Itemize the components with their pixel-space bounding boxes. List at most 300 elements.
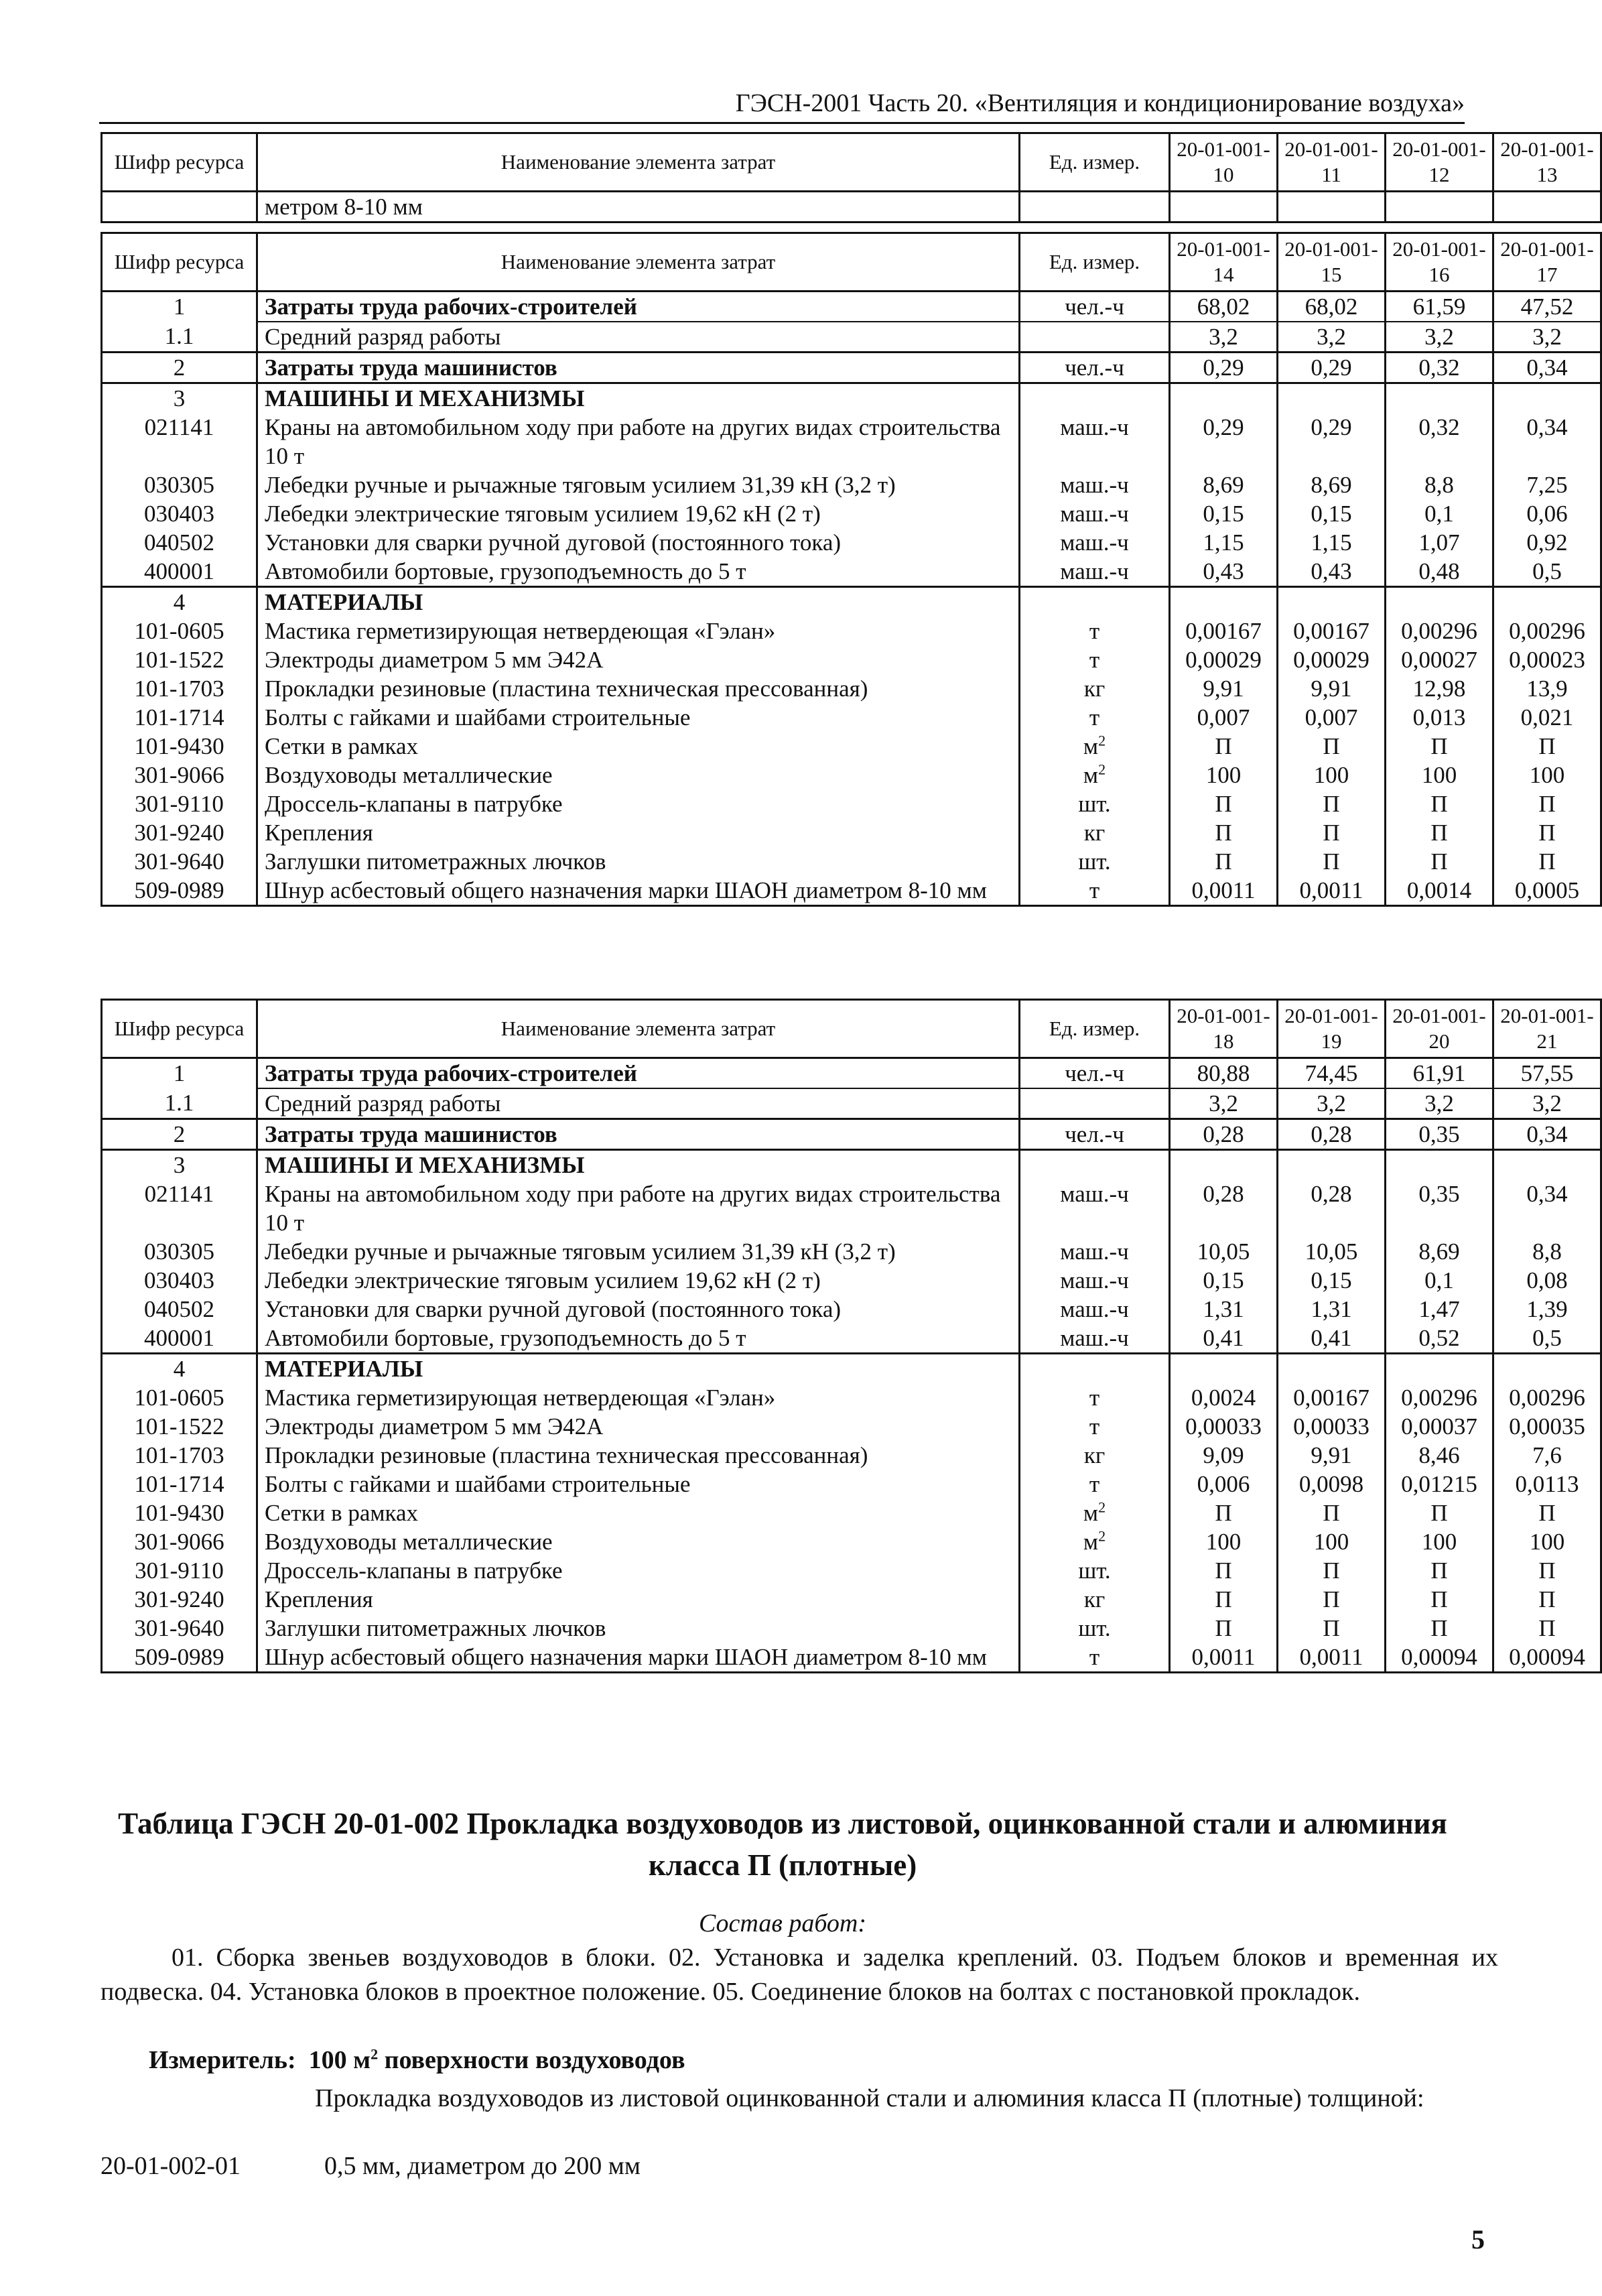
unit-text: м bbox=[1083, 733, 1099, 759]
resource-value bbox=[1386, 587, 1493, 617]
resource-value: П bbox=[1386, 1585, 1493, 1614]
resource-value: 0,28 bbox=[1278, 1179, 1386, 1237]
table-row bbox=[102, 1295, 1601, 1324]
col-header-norm: 20-01-001-12 bbox=[1386, 133, 1493, 192]
resource-unit bbox=[1020, 674, 1170, 703]
resource-value: 9,09 bbox=[1170, 1441, 1278, 1470]
resource-value: 0,013 bbox=[1386, 703, 1493, 732]
unit-text: маш.-ч bbox=[1060, 1325, 1129, 1351]
unit-text: м bbox=[1083, 762, 1099, 788]
resource-value: 0,007 bbox=[1170, 703, 1278, 732]
resource-value bbox=[1278, 1354, 1386, 1384]
resource-value: 0,52 bbox=[1386, 1324, 1493, 1354]
resource-name: Краны на автомобильном ходу при работе на других видах строительства 10 т bbox=[257, 413, 1020, 470]
table-row bbox=[102, 1150, 1601, 1180]
resource-name: Лебедки электрические тяговым усилием 19,62 кН (2 т) bbox=[257, 499, 1020, 528]
resource-value: 0,15 bbox=[1278, 499, 1386, 528]
resource-unit bbox=[1020, 1324, 1170, 1354]
resource-unit bbox=[1020, 322, 1170, 353]
resource-value: 8,69 bbox=[1386, 1237, 1493, 1266]
resource-value: 0,0011 bbox=[1278, 1643, 1386, 1673]
resource-name: Установки для сварки ручной дуговой (постоянного тока) bbox=[257, 1295, 1020, 1324]
resource-name: Электроды диаметром 5 мм Э42А bbox=[257, 645, 1020, 674]
resource-value: 0,00296 bbox=[1386, 617, 1493, 645]
resource-name: Прокладки резиновые (пластина техническая прессованная) bbox=[257, 674, 1020, 703]
resource-code: 101-0605 bbox=[102, 617, 257, 645]
resource-value: 10,05 bbox=[1170, 1237, 1278, 1266]
resource-code: 400001 bbox=[102, 557, 257, 587]
resource-unit bbox=[1020, 789, 1170, 818]
resource-name: Заглушки питометражных лючков bbox=[257, 1614, 1020, 1643]
resource-value: П bbox=[1278, 847, 1386, 876]
unit-text: т bbox=[1089, 1644, 1100, 1670]
resource-value: П bbox=[1386, 1614, 1493, 1643]
resource-code: 040502 bbox=[102, 1295, 257, 1324]
resource-name: Затраты труда рабочих-строителей bbox=[257, 292, 1020, 322]
resource-value: 0,15 bbox=[1170, 1266, 1278, 1295]
resource-unit bbox=[1020, 1470, 1170, 1498]
resource-unit bbox=[1020, 645, 1170, 674]
unit-text: м bbox=[1083, 1500, 1099, 1526]
resource-value bbox=[1493, 587, 1601, 617]
resource-value: 8,8 bbox=[1493, 1237, 1601, 1266]
resource-value: 0,00033 bbox=[1278, 1412, 1386, 1441]
resource-value: 9,91 bbox=[1278, 1441, 1386, 1470]
resource-value: П bbox=[1386, 1498, 1493, 1527]
resource-code: 030305 bbox=[102, 470, 257, 499]
resource-value: П bbox=[1278, 1614, 1386, 1643]
resource-value: 0,00296 bbox=[1386, 1383, 1493, 1412]
resource-code: 101-1714 bbox=[102, 703, 257, 732]
resource-value: 3,2 bbox=[1386, 1088, 1493, 1119]
resource-unit bbox=[1020, 292, 1170, 322]
resource-value: П bbox=[1386, 732, 1493, 761]
resource-value: 1,31 bbox=[1278, 1295, 1386, 1324]
resource-value: П bbox=[1170, 732, 1278, 761]
resource-code: 509-0989 bbox=[102, 1643, 257, 1673]
resource-name: МАТЕРИАЛЫ bbox=[257, 1354, 1020, 1384]
resource-value bbox=[1170, 587, 1278, 617]
resource-code: 1.1 bbox=[102, 322, 257, 353]
resource-value: 0,28 bbox=[1278, 1119, 1386, 1150]
unit-sup: 2 bbox=[1098, 1498, 1106, 1516]
table-row bbox=[102, 1119, 1601, 1150]
resource-value: 0,00027 bbox=[1386, 645, 1493, 674]
resource-value: П bbox=[1278, 1498, 1386, 1527]
table-row bbox=[102, 557, 1601, 587]
resource-code: 301-9110 bbox=[102, 789, 257, 818]
resource-code: 3 bbox=[102, 1150, 257, 1180]
resource-value: П bbox=[1170, 847, 1278, 876]
resource-value: 0,29 bbox=[1170, 353, 1278, 383]
resource-value: 0,92 bbox=[1493, 528, 1601, 557]
resource-value: 1,39 bbox=[1493, 1295, 1601, 1324]
unit-text: чел.-ч bbox=[1065, 294, 1124, 320]
section-title: Таблица ГЭСН 20-01-002 Прокладка воздуховодов из листовой, оцинкованной стали и алюминия класса П (плотные) bbox=[118, 1807, 1447, 1882]
col-header-name: Наименование элемента затрат bbox=[257, 133, 1020, 192]
resource-value bbox=[1386, 1150, 1493, 1180]
resource-value: П bbox=[1386, 847, 1493, 876]
resource-value: 1,31 bbox=[1170, 1295, 1278, 1324]
resource-value: 0,00094 bbox=[1386, 1643, 1493, 1673]
resource-value: 0,0113 bbox=[1493, 1470, 1601, 1498]
resource-value: П bbox=[1493, 847, 1601, 876]
resource-code: 021141 bbox=[102, 1179, 257, 1237]
resource-value: 0,34 bbox=[1493, 353, 1601, 383]
resource-code: 101-0605 bbox=[102, 1383, 257, 1412]
resource-value: 0,15 bbox=[1278, 1266, 1386, 1295]
resource-value: 0,34 bbox=[1493, 1179, 1601, 1237]
intro-text: Прокладка воздуховодов из листовой оцинкованной стали и алюминия класса П (плотные) толщиной: bbox=[315, 2084, 1424, 2112]
resource-value: 61,59 bbox=[1386, 292, 1493, 322]
unit-text: т bbox=[1089, 1385, 1100, 1411]
table-row bbox=[102, 383, 1601, 413]
unit-text: т bbox=[1089, 1413, 1100, 1440]
resource-value: 8,8 bbox=[1386, 470, 1493, 499]
col-header-code: Шифр ресурса bbox=[102, 1000, 257, 1058]
resource-value: П bbox=[1170, 818, 1278, 847]
resource-value: 68,02 bbox=[1170, 292, 1278, 322]
resource-code: 3 bbox=[102, 383, 257, 413]
resource-code: 301-9240 bbox=[102, 818, 257, 847]
resource-value bbox=[1493, 383, 1601, 413]
resource-value: 0,41 bbox=[1278, 1324, 1386, 1354]
resource-name: Средний разряд работы bbox=[257, 1088, 1020, 1119]
unit-sup: 2 bbox=[1098, 732, 1106, 749]
resource-value: 0,00023 bbox=[1493, 645, 1601, 674]
resource-value: 0,29 bbox=[1278, 353, 1386, 383]
col-header-norm: 20-01-001-11 bbox=[1278, 133, 1386, 192]
meter-label: Измеритель: bbox=[149, 2046, 296, 2074]
resource-unit bbox=[1020, 587, 1170, 617]
resource-value: 0,0005 bbox=[1493, 876, 1601, 906]
col-header-unit: Ед. измер. bbox=[1020, 1000, 1170, 1058]
resource-value: 0,00033 bbox=[1170, 1412, 1278, 1441]
resource-value: 0,00035 bbox=[1493, 1412, 1601, 1441]
resource-value bbox=[1493, 1354, 1601, 1384]
page-number: 5 bbox=[1471, 2224, 1485, 2254]
unit-text: кг bbox=[1083, 676, 1106, 702]
resource-name: Болты с гайками и шайбами строительные bbox=[257, 1470, 1020, 1498]
resource-name: Мастика герметизирующая нетвердеющая «Гэлан» bbox=[257, 617, 1020, 645]
resource-value: 100 bbox=[1278, 761, 1386, 789]
col-header-name: Наименование элемента затрат bbox=[257, 233, 1020, 292]
table-row bbox=[102, 1088, 1601, 1119]
unit-text: т bbox=[1089, 618, 1100, 644]
resource-code: 301-9240 bbox=[102, 1585, 257, 1614]
resource-value: П bbox=[1493, 1614, 1601, 1643]
resource-code: 1 bbox=[102, 1058, 257, 1089]
col-header-unit: Ед. измер. bbox=[1020, 233, 1170, 292]
resource-value: П bbox=[1278, 789, 1386, 818]
resource-unit bbox=[1020, 413, 1170, 470]
resource-value: 1,15 bbox=[1278, 528, 1386, 557]
col-header-name: Наименование элемента затрат bbox=[257, 1000, 1020, 1058]
resource-value: 0,32 bbox=[1386, 353, 1493, 383]
resource-value: П bbox=[1170, 789, 1278, 818]
resource-value: 0,1 bbox=[1386, 1266, 1493, 1295]
resource-table-18-21 bbox=[101, 999, 1602, 1673]
resource-unit bbox=[1020, 1266, 1170, 1295]
table-row bbox=[102, 1441, 1601, 1470]
resource-name: Воздуховоды металлические bbox=[257, 1527, 1020, 1556]
resource-value bbox=[1386, 1354, 1493, 1384]
table-row bbox=[102, 1179, 1601, 1237]
unit-text: шт. bbox=[1078, 848, 1111, 875]
resource-value: П bbox=[1493, 1498, 1601, 1527]
table-row bbox=[102, 847, 1601, 876]
resource-name: Крепления bbox=[257, 1585, 1020, 1614]
resource-code: 101-1522 bbox=[102, 1412, 257, 1441]
resource-value: 0,32 bbox=[1386, 413, 1493, 470]
resource-unit bbox=[1020, 1179, 1170, 1237]
resource-value: 100 bbox=[1278, 1527, 1386, 1556]
table-row bbox=[102, 470, 1601, 499]
resource-value: 0,0011 bbox=[1278, 876, 1386, 906]
resource-name: Лебедки электрические тяговым усилием 19,62 кН (2 т) bbox=[257, 1266, 1020, 1295]
resource-unit bbox=[1020, 732, 1170, 761]
resource-unit bbox=[1020, 1058, 1170, 1089]
resource-name: Краны на автомобильном ходу при работе на других видах строительства 10 т bbox=[257, 1179, 1020, 1237]
resource-name: Лебедки ручные и рычажные тяговым усилием 31,39 кН (3,2 т) bbox=[257, 1237, 1020, 1266]
unit-text: кг bbox=[1083, 820, 1106, 846]
resource-name: Прокладки резиновые (пластина техническая прессованная) bbox=[257, 1441, 1020, 1470]
table-row bbox=[102, 1585, 1601, 1614]
resource-value: 12,98 bbox=[1386, 674, 1493, 703]
unit-text: маш.-ч bbox=[1060, 414, 1129, 440]
resource-value: 0,41 bbox=[1170, 1324, 1278, 1354]
resource-unit bbox=[1020, 1556, 1170, 1585]
table-row bbox=[102, 1643, 1601, 1673]
table-row bbox=[102, 674, 1601, 703]
resource-value: П bbox=[1493, 818, 1601, 847]
resource-value: 0,5 bbox=[1493, 557, 1601, 587]
col-header-norm: 20-01-001-10 bbox=[1170, 133, 1278, 192]
table-row bbox=[102, 1266, 1601, 1295]
meter-sup: 2 bbox=[371, 2045, 379, 2063]
resource-value: 10,05 bbox=[1278, 1237, 1386, 1266]
resource-value: 3,2 bbox=[1278, 322, 1386, 353]
resource-value: 0,1 bbox=[1386, 499, 1493, 528]
resource-value: П bbox=[1493, 1585, 1601, 1614]
resource-unit bbox=[1020, 617, 1170, 645]
resource-value bbox=[1278, 587, 1386, 617]
resource-value: 0,00037 bbox=[1386, 1412, 1493, 1441]
resource-code: 1.1 bbox=[102, 1088, 257, 1119]
col-header-norm: 20-01-001-17 bbox=[1493, 233, 1601, 292]
resource-code: 030305 bbox=[102, 1237, 257, 1266]
resource-value: 0,00167 bbox=[1170, 617, 1278, 645]
resource-code: 1 bbox=[102, 292, 257, 322]
resource-code: 301-9640 bbox=[102, 1614, 257, 1643]
resource-value: П bbox=[1170, 1614, 1278, 1643]
resource-name: Средний разряд работы bbox=[257, 322, 1020, 353]
resource-value: 0,35 bbox=[1386, 1179, 1493, 1237]
resource-value: П bbox=[1386, 818, 1493, 847]
col-header-code: Шифр ресурса bbox=[102, 233, 257, 292]
resource-value: 3,2 bbox=[1493, 322, 1601, 353]
unit-text: т bbox=[1089, 877, 1100, 903]
resource-value: 8,69 bbox=[1170, 470, 1278, 499]
resource-value: 0,00167 bbox=[1278, 1383, 1386, 1412]
table-row bbox=[102, 1058, 1601, 1089]
table-row bbox=[102, 645, 1601, 674]
col-header-norm: 20-01-001-21 bbox=[1493, 1000, 1601, 1058]
table-row bbox=[102, 353, 1601, 383]
resource-code: 301-9640 bbox=[102, 847, 257, 876]
resource-value: 0,006 bbox=[1170, 1470, 1278, 1498]
col-header-norm: 20-01-001-15 bbox=[1278, 233, 1386, 292]
resource-value: 0,08 bbox=[1493, 1266, 1601, 1295]
resource-value: П bbox=[1493, 789, 1601, 818]
resource-unit bbox=[1020, 1237, 1170, 1266]
resource-value: П bbox=[1278, 732, 1386, 761]
entry-code: 20-01-002-01 bbox=[101, 2152, 241, 2180]
resource-name: Дроссель-клапаны в патрубке bbox=[257, 1556, 1020, 1585]
resource-code: 101-9430 bbox=[102, 732, 257, 761]
table-row bbox=[102, 322, 1601, 353]
resource-unit bbox=[1020, 353, 1170, 383]
table-row bbox=[102, 761, 1601, 789]
resource-value: 100 bbox=[1386, 761, 1493, 789]
resource-name: Затраты труда машинистов bbox=[257, 1119, 1020, 1150]
resource-value: П bbox=[1386, 789, 1493, 818]
resource-value: 0,06 bbox=[1493, 499, 1601, 528]
resource-unit bbox=[1020, 1150, 1170, 1180]
table-row bbox=[102, 703, 1601, 732]
resource-table-14-17 bbox=[101, 232, 1602, 907]
unit-text: маш.-ч bbox=[1060, 1238, 1129, 1265]
table-row bbox=[102, 1412, 1601, 1441]
meter-rest: поверхности воздуховодов bbox=[378, 2046, 685, 2074]
resource-unit bbox=[1020, 847, 1170, 876]
table-top-continuation bbox=[101, 132, 1602, 223]
resource-value: 0,5 bbox=[1493, 1324, 1601, 1354]
resource-value: 0,01215 bbox=[1386, 1470, 1493, 1498]
resource-value: 0,28 bbox=[1170, 1119, 1278, 1150]
resource-value bbox=[1278, 383, 1386, 413]
resource-value: 68,02 bbox=[1278, 292, 1386, 322]
resource-value: 61,91 bbox=[1386, 1058, 1493, 1089]
resource-value: 100 bbox=[1170, 1527, 1278, 1556]
resource-value: 0,0098 bbox=[1278, 1470, 1386, 1498]
resource-value bbox=[1493, 1150, 1601, 1180]
resource-value: П bbox=[1170, 1585, 1278, 1614]
resource-name: Сетки в рамках bbox=[257, 732, 1020, 761]
resource-name: Крепления bbox=[257, 818, 1020, 847]
col-header-norm: 20-01-001-19 bbox=[1278, 1000, 1386, 1058]
table-row bbox=[102, 732, 1601, 761]
unit-text: шт. bbox=[1078, 791, 1111, 817]
unit-text: маш.-ч bbox=[1060, 501, 1129, 527]
resource-code: 101-1703 bbox=[102, 674, 257, 703]
unit-text: шт. bbox=[1078, 1615, 1111, 1641]
resource-value: 1,07 bbox=[1386, 528, 1493, 557]
resource-code: 2 bbox=[102, 1119, 257, 1150]
table-row bbox=[102, 617, 1601, 645]
unit-sup: 2 bbox=[1098, 1527, 1106, 1545]
resource-value: 0,00296 bbox=[1493, 1383, 1601, 1412]
col-header-norm: 20-01-001-20 bbox=[1386, 1000, 1493, 1058]
table-row bbox=[102, 499, 1601, 528]
resource-name: Затраты труда машинистов bbox=[257, 353, 1020, 383]
composition-label: Состав работ: bbox=[698, 1909, 867, 1937]
unit-text: чел.-ч bbox=[1065, 355, 1124, 381]
table-row bbox=[102, 1237, 1601, 1266]
resource-value bbox=[1170, 1150, 1278, 1180]
resource-value bbox=[1170, 1354, 1278, 1384]
resource-value: 0,0014 bbox=[1386, 876, 1493, 906]
resource-value: 0,43 bbox=[1278, 557, 1386, 587]
resource-unit bbox=[1020, 1498, 1170, 1527]
resource-name: Шнур асбестовый общего назначения марки ШАОН диаметром 8-10 мм bbox=[257, 876, 1020, 906]
resource-value: П bbox=[1386, 1556, 1493, 1585]
resource-code: 4 bbox=[102, 587, 257, 617]
resource-unit bbox=[1020, 1383, 1170, 1412]
table-row bbox=[102, 587, 1601, 617]
resource-value: 1,15 bbox=[1170, 528, 1278, 557]
resource-value: 0,35 bbox=[1386, 1119, 1493, 1150]
unit-text: кг bbox=[1083, 1442, 1106, 1468]
resource-value: 8,46 bbox=[1386, 1441, 1493, 1470]
table-row bbox=[102, 1614, 1601, 1643]
resource-code: 301-9110 bbox=[102, 1556, 257, 1585]
resource-value: П bbox=[1278, 818, 1386, 847]
resource-name: МАШИНЫ И МЕХАНИЗМЫ bbox=[257, 383, 1020, 413]
resource-code: 4 bbox=[102, 1354, 257, 1384]
entry-text: 0,5 мм, диаметром до 200 мм bbox=[324, 2152, 641, 2180]
resource-name: Заглушки питометражных лючков bbox=[257, 847, 1020, 876]
resource-unit bbox=[1020, 761, 1170, 789]
resource-unit bbox=[1020, 1441, 1170, 1470]
resource-value: 0,007 bbox=[1278, 703, 1386, 732]
table-row bbox=[102, 1324, 1601, 1354]
col-header-norm: 20-01-001-13 bbox=[1493, 133, 1601, 192]
resource-value: 0,021 bbox=[1493, 703, 1601, 732]
resource-unit bbox=[1020, 876, 1170, 906]
resource-value: 0,15 bbox=[1170, 499, 1278, 528]
resource-name: МАТЕРИАЛЫ bbox=[257, 587, 1020, 617]
resource-code: 2 bbox=[102, 353, 257, 383]
works-description: 01. Сборка звеньев воздуховодов в блоки. 02. Установка и заделка креплений. 03. Подъем блоков и временная их подвеска. 04. Установка блоков в проектное положение. 05. Соединение блоков на болтах с постановкой прокладок. bbox=[101, 1943, 1498, 2006]
resource-value: 0,0024 bbox=[1170, 1383, 1278, 1412]
unit-text: маш.-ч bbox=[1060, 529, 1129, 556]
resource-unit bbox=[1020, 1643, 1170, 1673]
resource-unit bbox=[1020, 1295, 1170, 1324]
resource-value: 100 bbox=[1170, 761, 1278, 789]
resource-code: 101-9430 bbox=[102, 1498, 257, 1527]
resource-value: П bbox=[1278, 1556, 1386, 1585]
resource-unit bbox=[1020, 703, 1170, 732]
unit-text: т bbox=[1089, 1471, 1100, 1497]
table-row bbox=[102, 1498, 1601, 1527]
table-row bbox=[102, 1556, 1601, 1585]
resource-value: 47,52 bbox=[1493, 292, 1601, 322]
table-row bbox=[102, 1527, 1601, 1556]
resource-name: Электроды диаметром 5 мм Э42А bbox=[257, 1412, 1020, 1441]
resource-value: 0,43 bbox=[1170, 557, 1278, 587]
meter-value: 100 м bbox=[308, 2046, 371, 2074]
resource-value: 100 bbox=[1493, 1527, 1601, 1556]
resource-value: П bbox=[1278, 1585, 1386, 1614]
resource-value bbox=[1170, 383, 1278, 413]
resource-code: 101-1703 bbox=[102, 1441, 257, 1470]
resource-value: П bbox=[1493, 732, 1601, 761]
resource-name: Воздуховоды металлические bbox=[257, 761, 1020, 789]
resource-value: 80,88 bbox=[1170, 1058, 1278, 1089]
resource-value: 0,34 bbox=[1493, 1119, 1601, 1150]
resource-code: 021141 bbox=[102, 413, 257, 470]
